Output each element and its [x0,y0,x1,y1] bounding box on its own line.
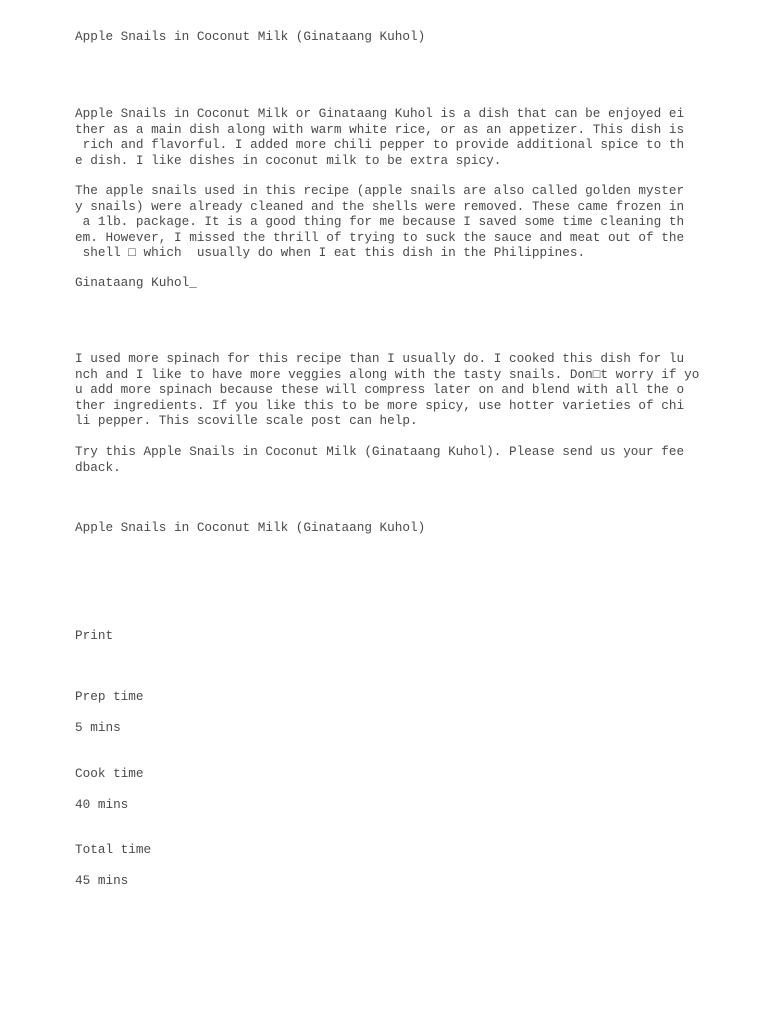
article-title: Apple Snails in Coconut Milk (Ginataang Kuhol) [75,29,426,44]
prep-time-label: Prep time [75,689,144,704]
intro-paragraph: Apple Snails in Coconut Milk or Ginataang Kuhol is a dish that can be enjoyed ei ther as a main dish along with warm white rice, or as an appetizer. This dish is rich and flavorful. I added more chili pepper to provide additional spice to th e dish. I like dishes in coconut milk to be extra spicy. [75,106,685,168]
cook-time-label: Cook time [75,766,144,781]
total-time-label: Total time [75,842,152,857]
cook-time-value: 40 mins [75,797,129,812]
prep-time-value: 5 mins [75,720,121,735]
print-link[interactable]: Print [75,628,114,643]
recipe-title: Apple Snails in Coconut Milk (Ginataang Kuhol) [75,520,426,535]
image-caption: Ginataang Kuhol_ [75,275,197,290]
total-time-value: 45 mins [75,873,129,888]
feedback-paragraph: Try this Apple Snails in Coconut Milk (Ginataang Kuhol). Please send us your fee dback. [75,444,685,475]
snails-paragraph: The apple snails used in this recipe (apple snails are also called golden myster y snails) were already cleaned and the shells were removed. These came frozen in a 1lb. package. It is a good thing for me because I saved some time cleaning th em. However, I missed the thrill of trying to suck the sauce and meat out of the shell □ which usually do when I eat this dish in the Philippines. [75,183,685,261]
spinach-paragraph: I used more spinach for this recipe than I usually do. I cooked this dish for lu nch and I like to have more veggies along with the tasty snails. Don□t worry if yo u add more spinach because these will compress later on and blend with all the o ther ingredients. If you like this to be more spicy, use hotter varieties of chi li pepper. This scoville scale post can help. [75,351,700,429]
